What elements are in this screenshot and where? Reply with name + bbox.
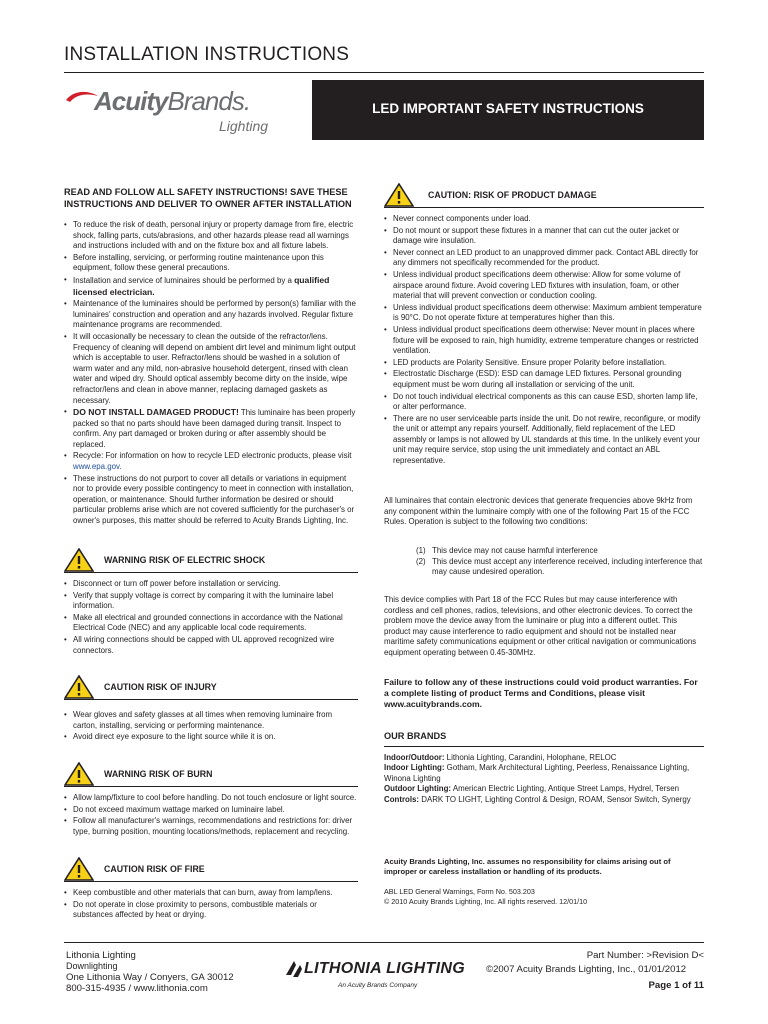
product-damage-list [384,214,704,467]
fcc-conditions [384,546,704,578]
footer-address-block [66,950,234,994]
lithonia-logo [284,958,488,980]
list-item: • Maintenance of the luminaires should be performed by person(s) familiar with the luminaires' construction and operation and any hazards involved. Regular fixture maintenance programs are recommended. [73,299,358,331]
warning-triangle-icon [64,762,94,786]
footer-rule [64,942,704,943]
footer-company: Lithonia Lighting [66,950,136,961]
list-item: • Electrostatic Discharge (ESD): ESD can damage LED fixtures. Personal grounding equipment must be worn during all installation or servicing of the unit. [393,369,704,390]
brand-label: Indoor/Outdoor: [384,752,445,762]
warning-triangle-icon [64,675,94,699]
brand-text: Lithonia Lighting, Carandini, Holophane, RELOC [444,752,617,762]
logo-wordmark [94,86,250,117]
page-title: INSTALLATION INSTRUCTIONS [64,44,350,65]
list-item: • Unless individual product specifications deem otherwise: Maximum ambient temperature is 90°C. Do not operate fixture at temperatures higher than this. [393,303,704,324]
footer-address: One Lithonia Way / Conyers, GA 30012 [66,972,234,983]
acuity-brands-logo [64,80,312,140]
list-item: • Follow all manufacturer's warnings, recommendations and restrictions for: driver type, burning position, mounting locations/methods, replacement and recycling. [73,816,358,837]
warning-list [64,888,358,921]
form-number: ABL LED General Warnings, Form No. 503.203 [384,887,535,896]
condition-text: This device may not cause harmful interference [432,546,598,555]
caution-injury [64,675,358,744]
warning-electric-shock [64,548,358,657]
list-item: • Wear gloves and safety glasses at all times when removing luminaire from carton, installing, servicing or performing maintenance. [73,710,358,731]
brand-label: Indoor Lighting: [384,763,445,773]
list-item: • All wiring connections should be capped with UL approved recognized wire connectors. [73,635,358,656]
warning-title: WARNING RISK OF ELECTRIC SHOCK [104,555,266,565]
brand-row [384,784,704,795]
list-item: • LED products are Polarity Sensitive. Ensure proper Polarity before installation. [393,358,704,369]
lithonia-mark-icon [284,959,304,979]
form-info [384,887,704,907]
condition-text: This device must accept any interference received, including interference that may cause undesired operation. [432,556,703,577]
lithonia-wordmark: LITHONIA LIGHTING [304,960,465,977]
list-item: • Never connect an LED product to an unapproved dimmer pack. Contact ABL directly for any dimmers not specifically recommended for the product. [393,248,704,269]
brand-label: Controls: [384,794,420,804]
list-item: • Verify that supply voltage is correct by comparing it with the luminaire label information. [73,591,358,612]
list-item: • Unless individual product specifications deem otherwise: Never mount in places where fixture will be exposed to rain, high humidity, extreme temperature changes or restricted ventilation. [393,325,704,357]
list-item: • Do not mount or support these fixtures in a manner that can cut the outer jacket or damage wire insulation. [393,226,704,247]
item-text: Installation and service of luminaires should be performed by a [73,275,295,285]
warning-title: WARNING RISK OF BURN [104,769,213,779]
list-item: • Never connect components under load. [393,214,704,225]
warning-list [64,579,358,656]
warning-triangle-icon [64,548,94,572]
safety-heading: READ AND FOLLOW ALL SAFETY INSTRUCTIONS! SAVE THESE INSTRUCTIONS AND DELIVER TO OWNER AFTER INSTALLATION [64,187,352,209]
list-item: • It will occasionally be necessary to clean the outside of the refractor/lens. Frequency of cleaning will depend on ambient dirt level and minimum light output which is acceptable to user. Refractor/lens should be washed in a solution of warm water and any mild, non-abrasive household detergent, rinsed with clean water and wiped dry. Should optical assembly become dirty on the inside, wipe refractor/lens and clean in above manner, replacing damaged gaskets as necessary. [73,332,358,406]
list-item: • Make all electrical and grounded connections in accordance with the National Electrical Code (NEC) and any applicable local code requirements. [73,613,358,634]
item-text: This luminaire has been properly packed so that no parts should have been damaged during transit. Inspect to confirm. Any part damaged or broken during or after assembly should be replaced. [73,408,356,449]
warning-list [64,710,358,743]
item-text: Recycle: For information on how to recycle LED electronic products, please visit [73,451,352,461]
title-rule [64,72,704,73]
logo-text-acuity: Acuity [94,86,168,116]
warning-list [64,793,358,837]
brand-row [384,795,704,806]
logo-subtitle: Lighting [219,118,269,134]
our-brands-section [384,731,704,806]
warning-title: CAUTION RISK OF FIRE [104,864,205,874]
header-band [312,80,704,140]
warning-triangle-icon [64,857,94,881]
list-item: • To reduce the risk of death, personal injury or property damage from fire, electric shock, falling parts, cuts/abrasions, and other hazards please read all warnings and instructions included with and on the fixture box and all fixture labels. [73,220,358,252]
band-title: LED IMPORTANT SAFETY INSTRUCTIONS [372,101,644,116]
list-item: • Unless individual product specifications deem otherwise: Allow for some volume of airspace around fixture. Avoid covering LED fixtures with insulation, foam, or other material that will prevent convection or conduction cooling. [393,270,704,302]
list-item [73,451,358,472]
warning-title: CAUTION: RISK OF PRODUCT DAMAGE [428,190,597,200]
footer-copyright: ©2007 Acuity Brands Lighting, Inc., 01/01/2012 [486,964,687,975]
part18-paragraph: This device complies with Part 18 of the FCC Rules but may cause interference with cordless and cell phones, radios, televisions, and other electronic devices. To correct the problem move the device away from the luminaire or plug into a different outlet. This product may cause interference to radio equipment and should not be installed near maritime safety communications equipment or other critical navigation or communications equipment operating between 0.45-30MHz. [384,595,697,657]
list-item: • Avoid direct eye exposure to the light source while it is on. [73,732,358,743]
list-item [73,275,358,298]
list-item: • Allow lamp/fixture to cool before handling. Do not touch enclosure or light source. [73,793,358,804]
item-bold-text: DO NOT INSTALL DAMAGED PRODUCT! [73,407,239,418]
caution-fire [64,857,358,922]
list-item: • Disconnect or turn off power before installation or servicing. [73,579,358,590]
warning-triangle-icon [384,183,414,207]
page-number: Page 1 of 11 [648,980,704,991]
list-item [73,407,358,450]
list-item: • Do not touch individual electrical components as this can cause ESD, shorten lamp life, or alter performance. [393,392,704,413]
fcc-paragraph: All luminaires that contain electronic devices that generate frequencies above 9kHz from any component within the luminaire comply with one of the following Part 15 of the FCC Rules. Operation is subject to the following two conditions: [384,496,693,527]
condition-number: (2) [416,556,426,566]
general-safety-list [64,220,358,527]
list-item: • Before installing, servicing, or performing routine maintenance upon this equipment, follow these general precautions. [73,253,358,274]
list-item: • Do not exceed maximum wattage marked on luminaire label. [73,805,358,816]
part-number: Part Number: >Revision D< [586,950,704,961]
list-item: • Do not operate in close proximity to persons, combustible materials or substances affected by heat or drying. [73,900,358,921]
form-copyright: © 2010 Acuity Brands Lighting, Inc. All rights reserved. 12/01/10 [384,897,588,906]
brand-text: American Electric Lighting, Antique Street Lamps, Hydrel, Tersen [451,784,679,794]
footer-category: Downlighting [66,961,118,971]
lithonia-tagline: An Acuity Brands Company [338,982,418,989]
brands-list [384,753,704,806]
left-column [64,186,358,528]
list-item: • Keep combustible and other materials that can burn, away from lamp/lens. [73,888,358,899]
brands-heading: OUR BRANDS [384,731,704,747]
warranty-notice: Failure to follow any of these instructions could void product warranties. For a complete listing of product Terms and Conditions, please visit www.acuitybrands.com. [384,677,698,709]
brand-row [384,763,704,784]
brand-text: Gotham, Mark Architectural Lighting, Peerless, Renaissance Lighting, Winona Lighting [384,763,690,783]
list-item: • There are no user serviceable parts inside the unit. Do not rewire, reconfigure, or modify the unit or attempt any repairs yourself. Additionally, field replacement of the LED assembly or lamps is not allowed by UL standards at this time. In the unlikely event your unit may require service, stop using the unit immediately and contact an ABL representative. [393,414,704,467]
list-item: • These instructions do not purport to cover all details or variations in equipment nor to provide every possible contingency to meet in connection with installation, operation, or maintenance. Should further information be desired or should particular problems arise which are not covered sufficiently for the purchaser's or owner's purposes, this matter should be referred to Acuity Brands Lighting, Inc. [73,474,358,527]
warning-title: CAUTION RISK OF INJURY [104,682,217,692]
disclaimer: Acuity Brands Lighting, Inc. assumes no responsibility for claims arising out of improper or careless installation or handling of its products. [384,857,671,876]
footer-contact: 800-315-4935 / www.lithonia.com [66,983,208,994]
condition-number: (1) [416,546,426,555]
caution-product-damage [384,183,704,468]
brand-text: DARK TO LIGHT, Lighting Control & Design, ROAM, Sensor Switch, Synergy [419,794,691,804]
warning-burn [64,762,358,838]
logo-text-brands: Brands. [167,86,251,116]
brand-label: Outdoor Lighting: [384,784,452,794]
epa-link[interactable]: www.epa.gov. [73,462,122,472]
brand-row [384,753,704,764]
item-bold-text: qualified licensed electrician. [73,274,330,297]
